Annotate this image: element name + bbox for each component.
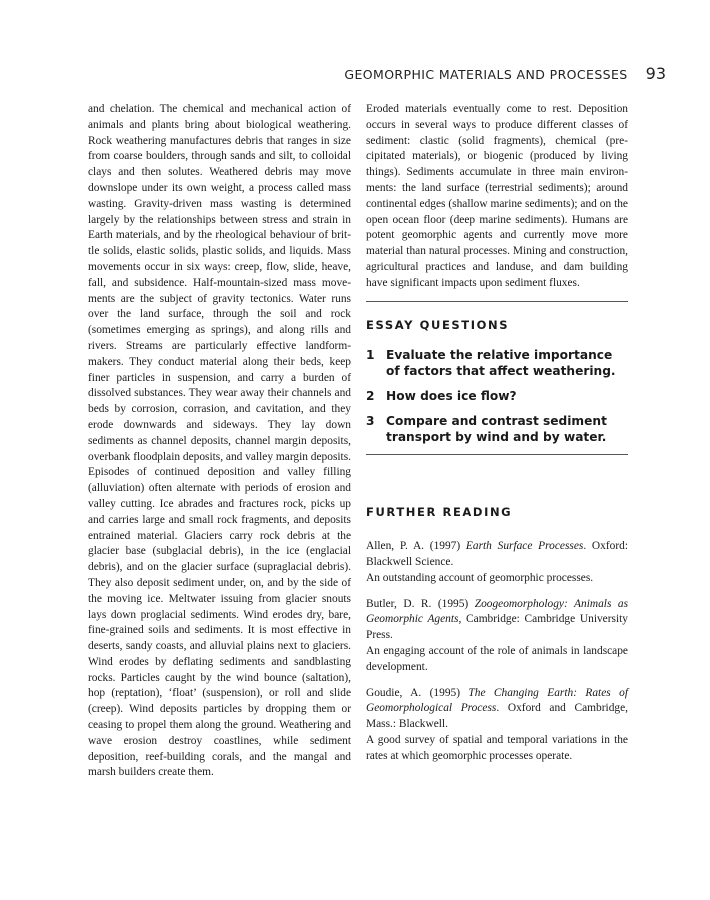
question-text: Evaluate the relative importance of factors that affect weathering.	[386, 348, 616, 379]
reference-publisher: . Oxford: Blackwell Science.	[366, 540, 628, 568]
question-item	[366, 413, 628, 445]
reference-entry	[366, 539, 628, 586]
page-header	[88, 64, 666, 83]
running-head: GEOMORPHIC MATERIALS AND PROCESSES	[344, 67, 628, 82]
reference-citation	[366, 597, 628, 644]
question-number: 3	[366, 414, 375, 429]
reference-list	[366, 539, 628, 764]
question-item	[366, 388, 628, 404]
reference-note: An outstanding account of geomorphic processes.	[366, 571, 594, 584]
right-column	[366, 102, 628, 775]
question-item	[366, 347, 628, 379]
question-number: 2	[366, 389, 375, 404]
reference-citation	[366, 686, 628, 733]
reference-title: Zoogeomorphology: Animals as Geomorphic Agents	[366, 597, 628, 626]
reference-citation	[366, 539, 628, 571]
essay-questions-heading: ESSAY QUESTIONS	[366, 317, 510, 332]
reference-note: A good survey of spatial and temporal variations in the rates at which geomorphic processes operate.	[366, 733, 628, 762]
question-text: How does ice flow?	[386, 389, 517, 404]
reference-entry	[366, 597, 628, 676]
section-divider	[366, 454, 628, 455]
intro-paragraph: Eroded materials eventually come to rest. Deposition occurs in several ways to produce different classes of sediment: clastic (solid fragments), chemical (precipitated materials), or biogenic (produced by living things). Sediments accumulate in three main environments: the land surface (terrestrial sediments); around continental edges (shallow marine sediments); and on the open ocean floor (deep marine sediments). Humans are potent geomorphic agents and currently move more material than natural processes. Mining and construction, agricultural practices and landuse, and dam building have significant impacts upon sediment fluxes.	[366, 103, 628, 289]
reference-author: Butler, D. R. (1995)	[366, 597, 475, 610]
reference-title: Earth Surface Processes	[465, 540, 584, 553]
reference-publisher: , Cambridge: Cambridge University Press.	[366, 613, 628, 642]
page-number: 93	[645, 64, 666, 83]
question-text: Compare and contrast sediment transport by wind and by water.	[386, 414, 607, 445]
reference-author: Goudie, A. (1995)	[366, 686, 469, 699]
essay-questions-list	[366, 347, 628, 445]
reference-publisher: . Oxford and Cambridge, Mass.: Blackwell.	[366, 702, 628, 731]
reference-entry	[366, 686, 628, 765]
reference-title: The Changing Earth: Rates of Geomorphological Process	[366, 686, 628, 715]
reference-note: An engaging account of the role of animals in landscape development.	[366, 644, 628, 673]
body-paragraph: and chelation. The chemical and mechanical action of animals and plants bring about biological weathering. Rock weathering manufactures debris that ranges in size from coarse boulders, through sands and silt, to colloidal clays and then solutes. Weathered debris may move downslope under its own weight, a process called mass wasting. Gravity-driven mass wasting is determined largely by the relationships between stress and strain in Earth materials, and by the rheological behaviour of brittle solids, elastic solids, plastic solids, and liquids. Mass movements occur in six ways: creep, flow, slide, heave, fall, and subsidence. Half-mountain-sized mass movements are the subject of gravity tectonics. Water runs over the land surface, through the soil and rock (sometimes emerging as springs), and along rills and rivers. Streams are particularly effective landform-makers. They conduct material along their beds, keep finer particles in suspension, and carry a burden of dissolved substances. They wear away their channels and beds by corrosion, corrasion, and cavitation, and they erode downwards and sideways. They lay down sediments as channel deposits, channel margin deposits, overbank floodplain deposits, and valley margin deposits. Episodes of continued deposition and valley filling (alluviation) often alternate with periods of erosion and valley cutting. Ice abrades and fractures rock, picks up and carries large and small rock fragments, and deposits entrained material. Glaciers carry rock debris at the glacier base (subglacial debris), in the ice (englacial debris), and on the glacier surface (supraglacial debris). They also deposit sediment under, on, and by the side of the moving ice. Meltwater issuing from glacier snouts lays down proglacial sediments. Wind erodes dry, bare, fine-grained soils and sediments. It is most effective in deserts, sandy coasts, and alluvial plains next to glaciers. Wind erodes by deflating sediments and sandblasting rocks. Particles caught by the wind bounce (saltation), hop (reptation), ‘float’ (suspension), or roll and slide (creep). Wind deposits particles by dropping them or ceasing to propel them along the ground. Weathering and wave erosion destroy coastlines, while sediment deposition, reef-building corals, and the mangal and marsh builders create them.	[88, 103, 351, 779]
further-reading-heading: FURTHER READING	[366, 505, 513, 520]
question-number: 1	[366, 348, 375, 363]
reference-author: Allen, P. A. (1997)	[366, 540, 466, 553]
section-divider	[366, 301, 628, 302]
left-column	[88, 102, 351, 781]
